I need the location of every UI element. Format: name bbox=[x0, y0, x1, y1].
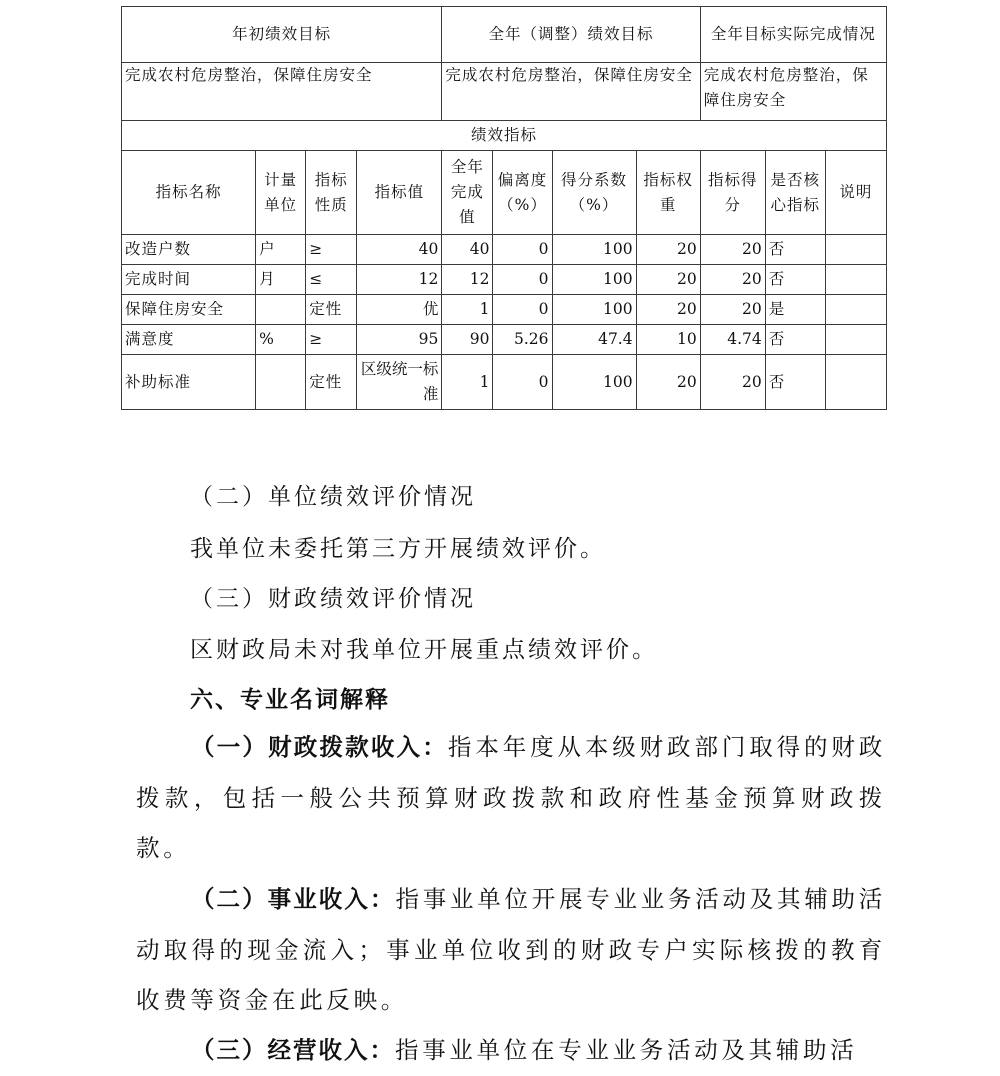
cell-weight: 20 bbox=[636, 235, 700, 265]
cell-nature: ≥ bbox=[306, 235, 357, 265]
cell-weight: 20 bbox=[636, 295, 700, 325]
cell-deviation: 5.26 bbox=[493, 325, 552, 355]
actual-goal-header: 全年目标实际完成情况 bbox=[700, 7, 886, 63]
cell-deviation: 0 bbox=[493, 265, 552, 295]
cell-value: 区级统一标准 bbox=[357, 355, 442, 410]
cell-weight: 20 bbox=[636, 355, 700, 410]
column-header-row bbox=[122, 151, 887, 235]
cell-score: 20 bbox=[700, 355, 765, 410]
cell-annual: 1 bbox=[442, 295, 493, 325]
cell-note bbox=[825, 295, 886, 325]
col-header-name: 指标名称 bbox=[122, 151, 256, 235]
actual-goal-text: 完成农村危房整治，保障住房安全 bbox=[700, 63, 886, 121]
cell-unit: % bbox=[256, 325, 306, 355]
cell-score: 20 bbox=[700, 265, 765, 295]
cell-unit bbox=[256, 355, 306, 410]
term-operating-income bbox=[136, 1025, 886, 1076]
cell-coef: 100 bbox=[552, 265, 636, 295]
adjusted-goal-header: 全年（调整）绩效目标 bbox=[442, 7, 700, 63]
finance-evaluation-text: 区财政局未对我单位开展重点绩效评价。 bbox=[190, 637, 658, 663]
cell-deviation: 0 bbox=[493, 295, 552, 325]
col-header-unit: 计量单位 bbox=[256, 151, 306, 235]
col-header-weight: 指标权重 bbox=[636, 151, 700, 235]
term-definition: 指事业单位开展专业业务活动及其辅助活动取得的现金流入；事业单位收到的财政专户实际核拨的教育收费等资金在此反映。 bbox=[136, 885, 886, 1014]
cell-score: 20 bbox=[700, 295, 765, 325]
cell-note bbox=[825, 355, 886, 410]
cell-coef: 100 bbox=[552, 235, 636, 265]
initial-goal-text: 完成农村危房整治，保障住房安全 bbox=[122, 63, 442, 121]
table-row bbox=[122, 235, 887, 265]
cell-note bbox=[825, 235, 886, 265]
goal-header-row bbox=[122, 7, 887, 63]
col-header-note: 说明 bbox=[825, 151, 886, 235]
col-header-annual: 全年完成值 bbox=[442, 151, 493, 235]
cell-coef: 100 bbox=[552, 295, 636, 325]
cell-value: 优 bbox=[357, 295, 442, 325]
term-label: （一）财政拨款收入： bbox=[191, 733, 448, 761]
cell-name: 完成时间 bbox=[122, 265, 256, 295]
cell-name: 满意度 bbox=[122, 325, 256, 355]
cell-weight: 10 bbox=[636, 325, 700, 355]
section-title-row bbox=[122, 121, 887, 151]
cell-annual: 1 bbox=[442, 355, 493, 410]
col-header-deviation: 偏离度（%） bbox=[493, 151, 552, 235]
term-label: （二）事业收入： bbox=[191, 885, 396, 913]
cell-deviation: 0 bbox=[493, 355, 552, 410]
table-row bbox=[122, 355, 887, 410]
term-definition: 指本年度从本级财政部门取得的财政拨款，包括一般公共预算财政拨款和政府性基金预算财政拨款。 bbox=[136, 733, 886, 862]
cell-unit bbox=[256, 295, 306, 325]
term-business-income bbox=[136, 874, 886, 1026]
cell-nature: ≥ bbox=[306, 325, 357, 355]
cell-core: 否 bbox=[765, 265, 825, 295]
section-heading-terms: 六、专业名词解释 bbox=[190, 687, 390, 713]
cell-nature: 定性 bbox=[306, 295, 357, 325]
col-header-coef: 得分系数（%） bbox=[552, 151, 636, 235]
cell-core: 否 bbox=[765, 325, 825, 355]
adjusted-goal-text: 完成农村危房整治，保障住房安全 bbox=[442, 63, 700, 121]
col-header-core: 是否核心指标 bbox=[765, 151, 825, 235]
cell-nature: 定性 bbox=[306, 355, 357, 410]
cell-value: 12 bbox=[357, 265, 442, 295]
section-heading-finance-evaluation: （三）财政绩效评价情况 bbox=[190, 586, 476, 612]
term-definition: 指事业单位在专业业务活动及其辅助活 bbox=[395, 1036, 858, 1064]
cell-unit: 月 bbox=[256, 265, 306, 295]
cell-annual: 12 bbox=[442, 265, 493, 295]
cell-name: 改造户数 bbox=[122, 235, 256, 265]
cell-note bbox=[825, 325, 886, 355]
cell-note bbox=[825, 265, 886, 295]
cell-value: 40 bbox=[357, 235, 442, 265]
table-row bbox=[122, 295, 887, 325]
cell-coef: 47.4 bbox=[552, 325, 636, 355]
table-row bbox=[122, 325, 887, 355]
cell-unit: 户 bbox=[256, 235, 306, 265]
cell-coef: 100 bbox=[552, 355, 636, 410]
unit-evaluation-text: 我单位未委托第三方开展绩效评价。 bbox=[190, 536, 606, 562]
cell-name: 补助标准 bbox=[122, 355, 256, 410]
cell-nature: ≤ bbox=[306, 265, 357, 295]
col-header-value: 指标值 bbox=[357, 151, 442, 235]
cell-score: 20 bbox=[700, 235, 765, 265]
term-label: （三）经营收入： bbox=[191, 1036, 395, 1064]
term-fiscal-appropriation bbox=[136, 722, 886, 874]
col-header-nature: 指标性质 bbox=[306, 151, 357, 235]
cell-core: 否 bbox=[765, 355, 825, 410]
cell-annual: 90 bbox=[442, 325, 493, 355]
section-title: 绩效指标 bbox=[122, 121, 887, 151]
cell-deviation: 0 bbox=[493, 235, 552, 265]
cell-core: 否 bbox=[765, 235, 825, 265]
cell-value: 95 bbox=[357, 325, 442, 355]
cell-name: 保障住房安全 bbox=[122, 295, 256, 325]
initial-goal-header: 年初绩效目标 bbox=[122, 7, 442, 63]
col-header-score: 指标得分 bbox=[700, 151, 765, 235]
cell-core: 是 bbox=[765, 295, 825, 325]
performance-table bbox=[121, 6, 887, 410]
table-row bbox=[122, 265, 887, 295]
cell-score: 4.74 bbox=[700, 325, 765, 355]
goal-content-row bbox=[122, 63, 887, 121]
section-heading-unit-evaluation: （二）单位绩效评价情况 bbox=[190, 484, 476, 510]
cell-weight: 20 bbox=[636, 265, 700, 295]
cell-annual: 40 bbox=[442, 235, 493, 265]
